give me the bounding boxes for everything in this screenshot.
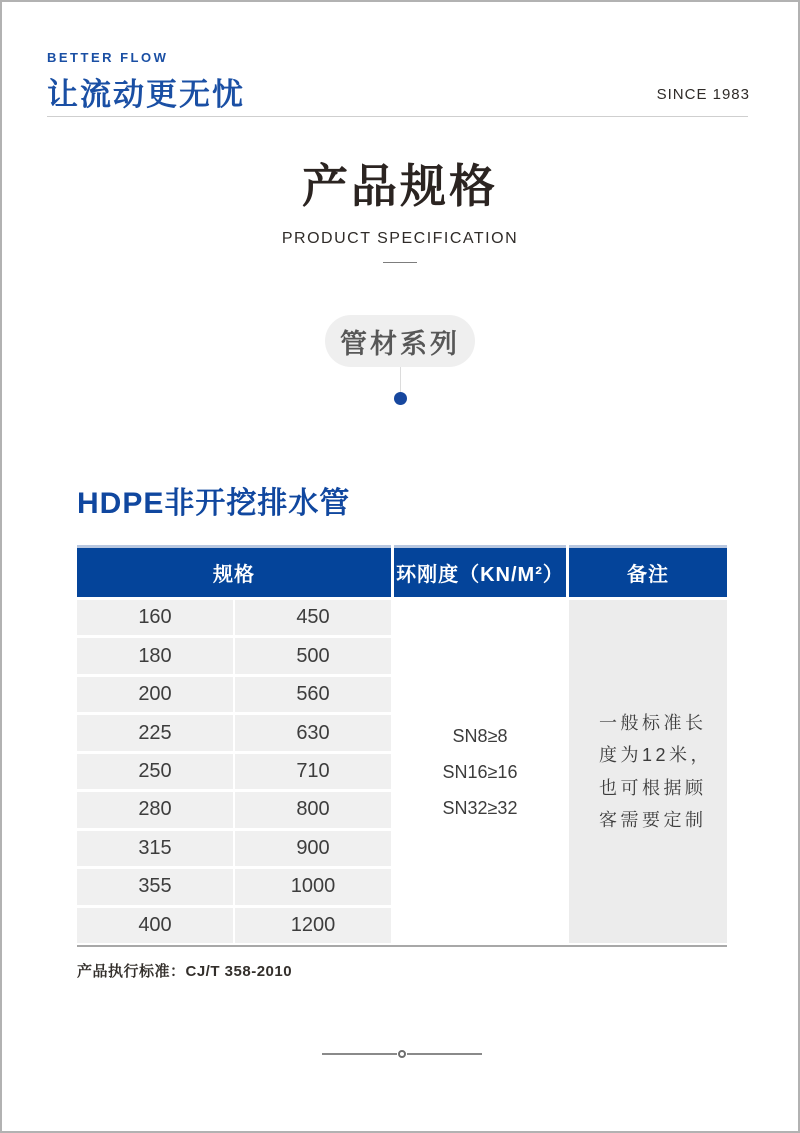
title-dash-line [383, 262, 417, 263]
ring-stiffness-line: SN32≥32 [442, 797, 518, 818]
footer-divider-line-left [322, 1053, 397, 1055]
spec-cell-dn: 200 [77, 677, 233, 712]
spec-cell-od: 450 [235, 600, 391, 635]
section-heading: HDPE非开挖排水管 [77, 487, 351, 520]
spec-cell-dn: 315 [77, 831, 233, 866]
page-subtitle: PRODUCT SPECIFICATION [281, 230, 519, 247]
spec-cell-dn: 160 [77, 600, 233, 635]
spec-cell-od: 630 [235, 715, 391, 750]
spec-cell-dn: 400 [77, 908, 233, 943]
table-row [77, 638, 391, 673]
standard-note: 产品执行标准：CJ/T 358-2010 [77, 963, 293, 980]
table-row [77, 831, 391, 866]
pill-dot [394, 392, 407, 405]
spec-cell-od: 1000 [235, 869, 391, 904]
table-bottom-border [77, 945, 727, 947]
footer-divider-line-right [407, 1053, 482, 1055]
header-divider [47, 116, 748, 117]
brand-tagline: BETTER FLOW [47, 50, 169, 65]
footer-divider-circle [398, 1050, 406, 1058]
spec-cell-dn: 280 [77, 792, 233, 827]
footer-divider [322, 1048, 482, 1060]
remark-line: 一般标准长 [599, 712, 707, 733]
spec-cell-od: 500 [235, 638, 391, 673]
table-body [77, 600, 727, 943]
series-pill-label: 管材系列 [340, 328, 460, 359]
spec-cell-od: 1200 [235, 908, 391, 943]
remark-line: 度为12米， [599, 745, 713, 766]
brand-logo [47, 50, 245, 114]
remark-line: 客需要定制 [599, 809, 707, 830]
table-row [77, 792, 391, 827]
table-header-row [77, 545, 727, 597]
spec-cell-od: 800 [235, 792, 391, 827]
title-block [2, 150, 798, 263]
table-row [77, 754, 391, 789]
spec-cell-od: 900 [235, 831, 391, 866]
table-header-ring-stiffness: 环刚度（KN/M²） [394, 545, 566, 597]
table-row [77, 908, 391, 943]
page-title: 产品规格 [302, 160, 498, 212]
spec-cell-dn: 250 [77, 754, 233, 789]
spec-cell-od: 560 [235, 677, 391, 712]
table-row [77, 715, 391, 750]
table-row [77, 677, 391, 712]
series-pill [325, 315, 475, 367]
spec-cell-dn: 225 [77, 715, 233, 750]
ring-stiffness-line: SN8≥8 [452, 725, 508, 746]
remark-cell [569, 600, 727, 943]
spec-cell-od: 710 [235, 754, 391, 789]
spec-table [77, 545, 727, 947]
ring-stiffness-line: SN16≥16 [442, 761, 518, 782]
brand-logo-text: 让流动更无忧 [47, 77, 245, 112]
table-row [77, 869, 391, 904]
series-badge-block [2, 315, 798, 405]
table-row [77, 600, 391, 635]
remark-line: 也可根据顾 [599, 777, 707, 798]
spec-cell-dn: 180 [77, 638, 233, 673]
table-header-spec: 规格 [77, 545, 391, 597]
ring-stiffness-cell [394, 600, 566, 943]
pill-connector-line [400, 367, 401, 392]
spec-columns [77, 600, 391, 943]
spec-cell-dn: 355 [77, 869, 233, 904]
since-text: SINCE 1983 [656, 86, 750, 103]
table-header-remark: 备注 [569, 545, 727, 597]
